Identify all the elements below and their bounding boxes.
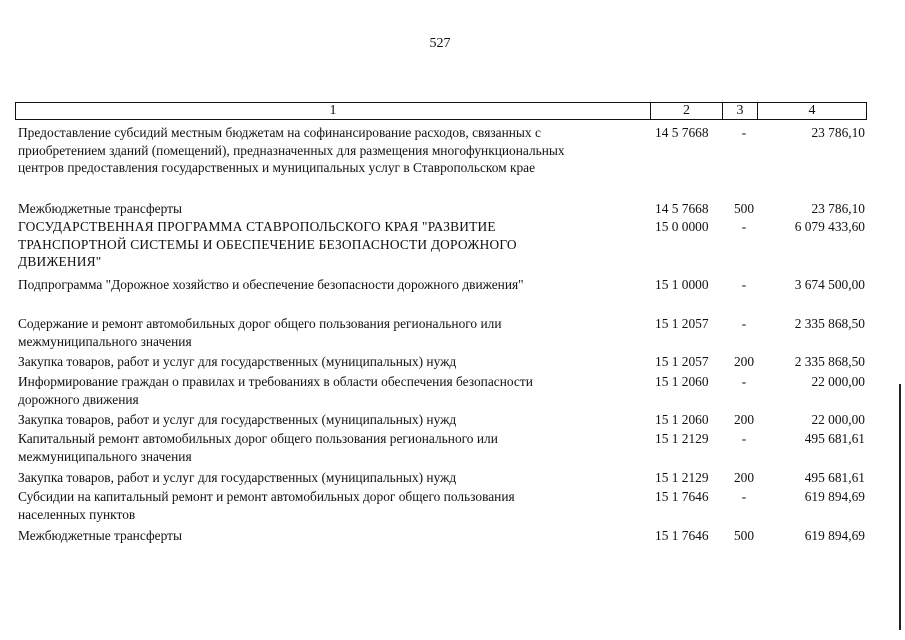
row-expense-type: - [741,316,747,331]
column-header-2: 2 [651,103,723,119]
row-code: 15 1 2129 [655,470,709,485]
row-code: 15 1 0000 [655,277,709,292]
row-code: 15 0 0000 [655,219,709,234]
row-expense-type: - [741,219,747,234]
row-amount: 495 681,61 [804,431,865,446]
table-header [15,102,867,120]
row-expense-type: - [741,489,747,504]
row-code: 15 1 7646 [655,489,709,504]
row-name: ГОСУДАРСТВЕННАЯ ПРОГРАММА СТАВРОПОЛЬСКОГО КРАЯ "РАЗВИТИЕ ТРАНСПОРТНОЙ СИСТЕМЫ И ОБЕСПЕЧЕНИЕ БЕЗОПАСНОСТИ ДОРОЖНОГО ДВИЖЕНИЯ" [18,219,517,269]
row-amount: 2 335 868,50 [794,316,865,331]
row-amount: 22 000,00 [811,412,865,427]
row-code: 14 5 7668 [655,201,709,216]
row-amount: 22 000,00 [811,374,865,389]
row-amount: 23 786,10 [811,201,865,216]
row-expense-type: 200 [733,412,755,427]
row-expense-type: 500 [733,201,755,216]
row-code: 15 1 2060 [655,374,709,389]
row-code: 15 1 2060 [655,412,709,427]
row-name: Закупка товаров, работ и услуг для государственных (муниципальных) нужд [18,412,457,427]
row-expense-type: 200 [733,354,755,369]
row-amount: 2 335 868,50 [794,354,865,369]
row-amount: 495 681,61 [804,470,865,485]
row-amount: 6 079 433,60 [794,219,865,234]
column-header-1: 1 [16,103,651,119]
column-header-3: 3 [723,103,758,119]
row-code: 14 5 7668 [655,125,709,140]
row-name: Содержание и ремонт автомобильных дорог общего пользования регионального или межмуниципального значения [18,316,502,349]
row-name: Межбюджетные трансферты [18,201,182,216]
page-edge-mark [899,384,901,630]
row-name: Межбюджетные трансферты [18,528,182,543]
row-name: Субсидии на капитальный ремонт и ремонт автомобильных дорог общего пользования населенных пунктов [18,489,515,522]
row-name: Информирование граждан о правилах и требованиях в области обеспечения безопасности дорожного движения [18,374,533,407]
row-name: Подпрограмма "Дорожное хозяйство и обеспечение безопасности дорожного движения" [18,277,524,292]
row-amount: 3 674 500,00 [794,277,865,292]
row-name: Предоставление субсидий местным бюджетам на софинансирование расходов, связанных с приобретением зданий (помещений), предназначенных для размещения многофункциональных центров предоставления государственных и муниципальных услуг в Ставропольском крае [18,125,565,175]
row-name: Закупка товаров, работ и услуг для государственных (муниципальных) нужд [18,354,457,369]
page-number: 527 [429,36,451,51]
row-expense-type: 200 [733,470,755,485]
row-amount: 23 786,10 [811,125,865,140]
column-header-4: 4 [808,103,816,118]
row-name: Закупка товаров, работ и услуг для государственных (муниципальных) нужд [18,470,457,485]
row-expense-type: 500 [733,528,755,543]
row-code: 15 1 2057 [655,354,709,369]
row-expense-type: - [741,125,747,140]
row-expense-type: - [741,431,747,446]
row-expense-type: - [741,277,747,292]
row-amount: 619 894,69 [804,489,865,504]
row-code: 15 1 7646 [655,528,709,543]
row-expense-type: - [741,374,747,389]
row-code: 15 1 2129 [655,431,709,446]
row-name: Капитальный ремонт автомобильных дорог общего пользования регионального или межмуниципального значения [18,431,498,464]
row-amount: 619 894,69 [804,528,865,543]
row-code: 15 1 2057 [655,316,709,331]
